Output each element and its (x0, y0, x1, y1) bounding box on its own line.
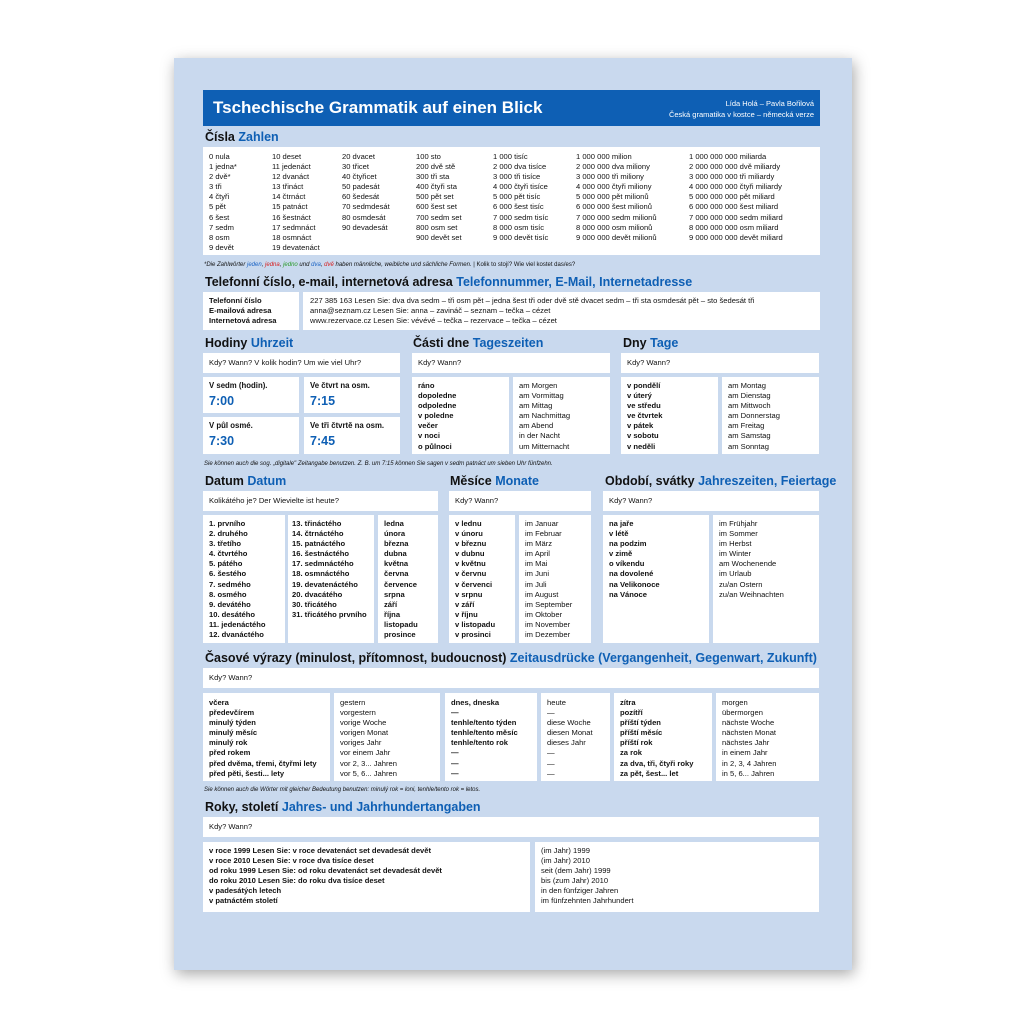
daytimes-heading (413, 336, 543, 350)
clock-700 (209, 381, 267, 408)
daytimes-cz: ráno dopoledne odpoledne v poledne večer v noci o půlnoci (418, 381, 457, 451)
date-col1: 1. prvního 2. druhého 3. třetího 4. čtvrtého 5. pátého 6. šestého 7. sedmého 8. osmého 9. devátého 10. desátého 11. jedenáctého 12. dvanáctého (209, 519, 266, 640)
years-question: Kdy? Wann? (209, 822, 253, 831)
future-cz: zítra pozítří příští týden příští měsíc příští rok za rok za dva, tři, čtyři roky za pět, šest... let (620, 698, 694, 778)
clock-label: Ve čtvrt na osm. (310, 381, 370, 390)
date-heading (205, 474, 286, 488)
numbers-col-6: 1 000 000 000 miliarda 2 000 000 000 dvě miliardy 3 000 000 000 tři miliardy 4 000 000 000 čtyři miliardy 5 000 000 000 pět miliard 6 000 000 000 šest miliard 7 000 000 000 sedm miliard 8 000 000 000 osm miliard 9 000 000 000 devět miliard (689, 152, 783, 242)
title-banner (203, 90, 820, 126)
heading-de: Jahres- und Jahrhundertangaben (281, 800, 481, 814)
timeexpr-note: Sie können auch die Wörter mit gleicher Bedeutung benutzen: minulý rok = loni, tenhle/tento rok = letos. (204, 787, 481, 793)
heading-de: Tageszeiten (472, 336, 544, 350)
heading-de: Tage (650, 336, 679, 350)
seasons-cz: na jaře v létě na podzim v zimě o víkendu na dovolené na Velikonoce na Vánoce (609, 519, 660, 599)
fn-dva: dva (311, 262, 321, 268)
present-cz: dnes, dneska — tenhle/tento týden tenhle/tento měsíc tenhle/tento rok — — — (451, 698, 518, 778)
heading-cz: Čísla (205, 130, 235, 144)
heading-de: Uhrzeit (250, 336, 294, 350)
heading-cz: Měsíce (450, 474, 492, 488)
fn-b: und (297, 262, 312, 268)
days-question: Kdy? Wann? (627, 358, 671, 367)
heading-de: Zeitausdrücke (Vergangenheit, Gegenwart, Zukunft) (509, 651, 817, 665)
clock-715 (310, 381, 370, 408)
contact-values: 227 385 163 Lesen Sie: dva dva sedm – tři osm pět – jedna šest tři oder dvě stě dvacet sedm – tři sta osmdesát pět – sto šedesát tři anna@seznam.cz Lesen Sie: anna – zavináč – seznam – tečka – cézet www.rezervace.cz Lesen Sie: vévévé – tečka – rezervace – tečka – cézet (310, 296, 755, 326)
numbers-col-3: 100 sto 200 dvě stě 300 tři sta 400 čtyři sta 500 pět set 600 šest set 700 sedm set 800 osm set 900 devět set (416, 152, 462, 242)
clock-label: Ve tři čtvrtě na osm. (310, 421, 385, 430)
contact-labels: Telefonní číslo E-mailová adresa Internetová adresa (209, 296, 277, 326)
heading-de: Jahreszeiten, Feiertage (698, 474, 837, 488)
timeexpr-heading (205, 651, 817, 665)
date-col2: 13. třináctého 14. čtrnáctého 15. patnáctého 16. šestnáctého 17. sedmnáctého 18. osmnáctého 19. devatenáctého 20. dvacátého 30. třicátého 31. třicátého prvního (292, 519, 367, 619)
numbers-col-4: 1 000 tisíc 2 000 dva tisíce 3 000 tři tisíce 4 000 čtyři tisíce 5 000 pět tisíc 6 000 šest tisíc 7 000 sedm tisíc 8 000 osm tisíc 9 000 devět tisíc (493, 152, 549, 242)
numbers-col-2: 20 dvacet 30 třicet 40 čtyřicet 50 padesát 60 šedesát 70 sedmdesát 80 osmdesát 90 devadesát (342, 152, 390, 232)
months-cz: v lednu v únoru v březnu v dubnu v květnu v červnu v červenci v srpnu v září v říjnu v listopadu v prosinci (455, 519, 496, 640)
authors-block (669, 98, 814, 120)
heading-de: Telefonnummer, E-Mail, Internetadresse (456, 275, 693, 289)
years-de: (im Jahr) 1999 (im Jahr) 2010 seit (dem Jahr) 1999 bis (zum Jahr) 2010 in den fünfziger Jahren im fünfzehnten Jahrhundert (541, 846, 634, 906)
time-note: Sie können auch die sog. „digitale" Zeitangabe benutzen. Z. B. um 7:15 können Sie sagen v sedm patnáct um sieben Uhr fünfzehn. (204, 461, 553, 467)
heading-cz: Datum (205, 474, 244, 488)
contact-heading (205, 275, 692, 289)
heading-de: Datum (247, 474, 287, 488)
time-question: Kdy? Wann? V kolik hodin? Um wie viel Uhr? (209, 358, 362, 367)
clock-time: 7:00 (209, 394, 235, 408)
page-title: Tschechische Grammatik auf einen Blick (213, 98, 543, 117)
numbers-footnote: *Die Zahlwörter jeden, jedna, jedno und dva, dvě haben männliche, weibliche und sächliche Formen. | Kolik to stojí? Wie viel kostet das/es? (204, 262, 576, 268)
fn-c: haben männliche, weibliche und sächliche Formen. (333, 262, 472, 268)
fn-d: | Kolik to stojí? Wie viel kostet das/es? (471, 262, 576, 268)
clock-label: V sedm (hodin). (209, 381, 268, 390)
clock-time: 7:30 (209, 434, 235, 448)
fn-jedna: jedna (265, 262, 280, 268)
months-heading (450, 474, 539, 488)
clock-time: 7:45 (310, 434, 336, 448)
years-cz: v roce 1999 Lesen Sie: v roce devatenáct set devadesát devět v roce 2010 Lesen Sie: v roce dva tisíce deset od roku 1999 Lesen Sie: od roku devatenáct set devadesát devět do roku 2010 Lesen Sie: do roku dva tisíce deset v padesátých letech v patnáctém století (209, 846, 442, 906)
numbers-col-0: 0 nula 1 jedna* 2 dvě* 3 tři 4 čtyři 5 pět 6 šest 7 sedm 8 osm 9 devět (209, 152, 237, 252)
timeexpr-question: Kdy? Wann? (209, 673, 253, 682)
clock-745 (310, 421, 384, 448)
daytimes-question: Kdy? Wann? (418, 358, 462, 367)
daytimes-de: am Morgen am Vormittag am Mittag am Nachmittag am Abend in der Nacht um Mitternacht (519, 381, 571, 451)
fn-a: *Die Zahlwörter (204, 262, 248, 268)
days-de: am Montag am Dienstag am Mittwoch am Donnerstag am Freitag am Samstag am Sonntag (728, 381, 780, 451)
heading-de: Zahlen (238, 130, 279, 144)
numbers-col-5: 1 000 000 milion 2 000 000 dva miliony 3 000 000 tři miliony 4 000 000 čtyři miliony 5 000 000 pět milionů 6 000 000 šest milionů 7 000 000 sedm milionů 8 000 000 osm milionů 9 000 000 devět milionů (576, 152, 657, 242)
subtitle: Česká gramatika v kostce – německá verze (668, 110, 814, 119)
fn-jeden: jeden (247, 262, 262, 268)
heading-cz: Období, svátky (605, 474, 695, 488)
fn-jedno: jedno (283, 262, 298, 268)
days-heading (623, 336, 678, 350)
clock-label: V půl osmé. (209, 421, 253, 430)
heading-cz: Dny (623, 336, 647, 350)
date-col3: ledna února března dubna května června července srpna září října listopadu prosince (384, 519, 418, 640)
clock-730 (209, 421, 253, 448)
time-heading (205, 336, 293, 350)
present-de: heute — diese Woche diesen Monat dieses Jahr — — — (547, 698, 593, 778)
heading-cz: Hodiny (205, 336, 248, 350)
fn-dve: dvě (324, 262, 334, 268)
authors: Lída Holá – Pavla Bořilová (725, 99, 814, 108)
numbers-col-1: 10 deset 11 jedenáct 12 dvanáct 13 třináct 14 čtrnáct 15 patnáct 16 šestnáct 17 sedmnáct 18 osmnáct 19 devatenáct (272, 152, 320, 252)
future-de: morgen übermorgen nächste Woche nächsten Monat nächstes Jahr in einem Jahr in 2, 3, 4 Jahren in 5, 6... Jahren (722, 698, 777, 778)
months-question: Kdy? Wann? (455, 496, 499, 505)
heading-cz: Roky, století (205, 800, 279, 814)
heading-de: Monate (495, 474, 539, 488)
past-de: gestern vorgestern vorige Woche vorigen Monat voriges Jahr vor einem Jahr vor 2, 3... Jahren vor 5, 6... Jahren (340, 698, 397, 778)
years-question-box (203, 817, 819, 837)
date-question: Kolikátého je? Der Wievielte ist heute? (209, 496, 340, 505)
clock-time: 7:15 (310, 394, 336, 408)
seasons-heading (605, 474, 836, 488)
seasons-question: Kdy? Wann? (609, 496, 653, 505)
seasons-de: im Frühjahr im Sommer im Herbst im Winter am Wochenende im Urlaub zu/an Ostern zu/an Weihnachten (719, 519, 784, 599)
past-cz: včera předevčírem minulý týden minulý měsíc minulý rok před rokem před dvěma, třemi, čtyřmi lety před pěti, šesti... lety (209, 698, 317, 778)
timeexpr-question-box (203, 668, 819, 688)
heading-cz: Telefonní číslo, e-mail, internetová adresa (205, 275, 453, 289)
years-heading (205, 800, 481, 814)
numbers-heading (205, 130, 279, 144)
months-de: im Januar im Februar im März im April im Mai im Juni im Juli im August im September im Oktober im November im Dezember (525, 519, 573, 640)
heading-cz: Časové výrazy (minulost, přítomnost, budoucnost) (205, 651, 507, 665)
days-cz: v pondělí v úterý ve středu ve čtvrtek v pátek v sobotu v neděli (627, 381, 663, 451)
heading-cz: Části dne (413, 336, 470, 350)
